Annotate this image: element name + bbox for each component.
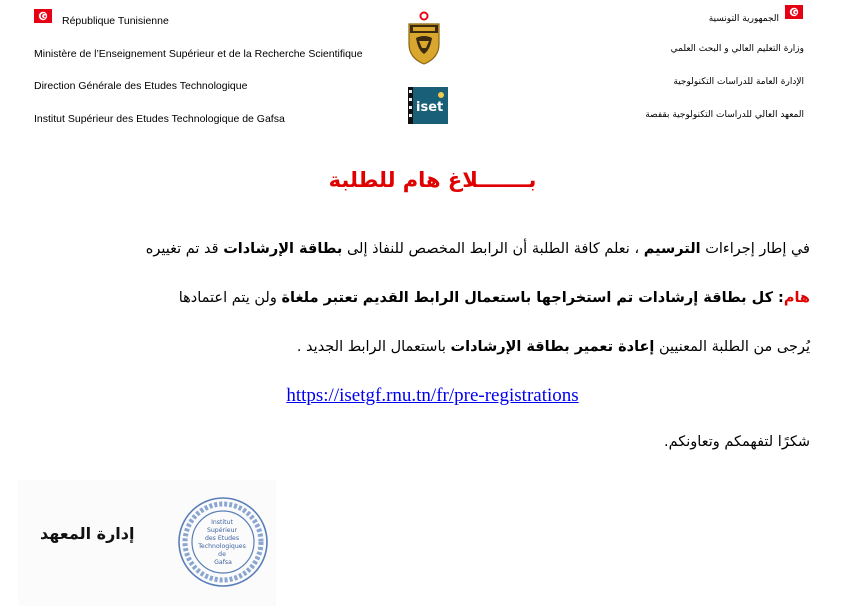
tunisia-flag-left-icon — [34, 9, 52, 23]
notice-title: بـــــــلاغ هام للطلبة — [328, 168, 537, 192]
header-fr-republic: République Tunisienne — [62, 15, 169, 27]
tunisia-coat-of-arms-icon — [404, 10, 444, 68]
pre-registration-link[interactable]: https://isetgf.rnu.tn/fr/pre-registrations — [286, 385, 579, 406]
header-fr-institute: Institut Supérieur des Etudes Technologique de Gafsa — [34, 113, 285, 125]
institute-stamp — [175, 494, 271, 590]
important-label: هام — [783, 290, 810, 306]
header-fr-ministry: Ministère de l’Enseignement Supérieur et de la Recherche Scientifique — [34, 48, 363, 60]
svg-text:Institut Supérieur: Institut Supérieur des Etudes Technologiques de Gafsa — [198, 519, 246, 566]
notice-paragraph-3: يُرجى من الطلبة المعنيين إعادة تعمير بطاقة الإرشادات باستعمال الرابط الجديد . — [296, 339, 810, 355]
iset-logo-icon — [408, 87, 448, 124]
header-ar-ministry: وزارة التعليم العالي و البحث العلمي — [670, 44, 804, 54]
notice-paragraph-1: في إطار إجراءات الترسيم ، نعلم كافة الطلبة أن الرابط المخصص للنفاذ إلى بطاقة الإرشادات قد تم تغييره — [145, 241, 810, 257]
header-ar-institute: المعهد العالي للدراسات التكنولوجية بقفصة — [645, 110, 804, 120]
tunisia-flag-right-icon — [785, 5, 803, 19]
header-ar-direction: الإدارة العامة للدراسات التكنولوجية — [673, 77, 804, 87]
notice-paragraph-2: هام: كل بطاقة إرشادات تم استخراجها باستعمال الرابط القديم تعتبر ملغاة ولن يتم اعتمادها — [178, 290, 810, 306]
notice-thanks: شكرًا لتفهمكم وتعاونكم. — [663, 434, 810, 450]
header-ar-republic: الجمهورية التونسية — [708, 14, 779, 24]
header-fr-direction: Direction Générale des Etudes Technologique — [34, 80, 248, 92]
svg-text:iset: iset — [416, 100, 444, 115]
administration-signature-label: إدارة المعهد — [40, 524, 135, 543]
